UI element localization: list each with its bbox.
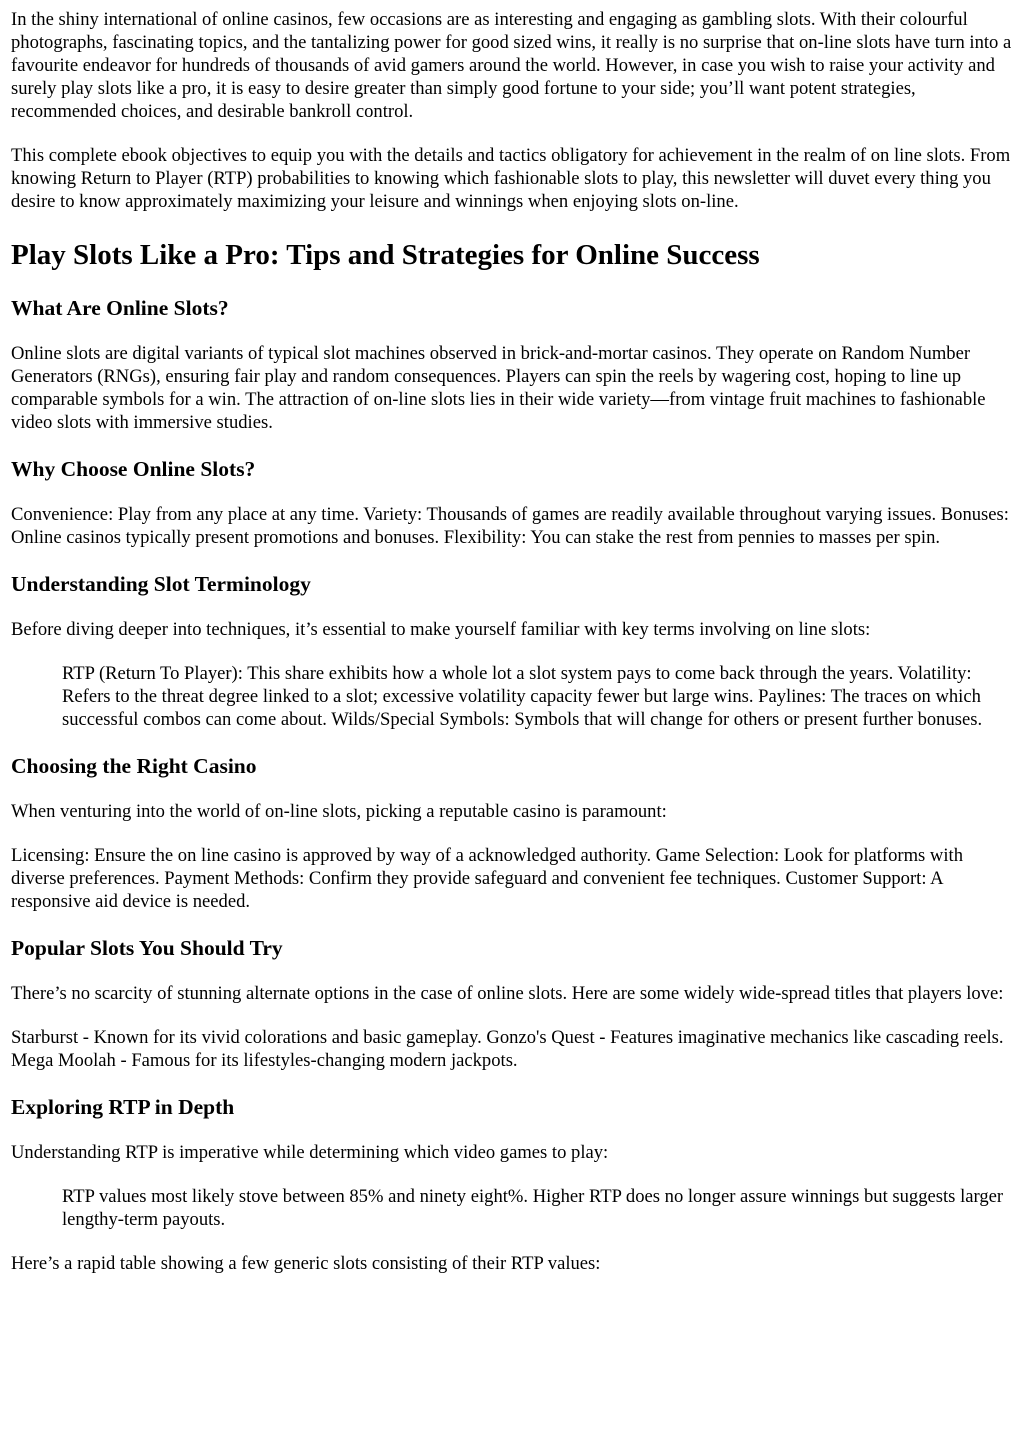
section-heading-why-choose-online-slots: Why Choose Online Slots?	[11, 457, 256, 481]
section-paragraph: Online slots are digital variants of typical slot machines observed in brick-and-mortar casinos. They operate on Random Number Generators (RNGs), ensuring fair play and random consequences. Players can spin the reels by wagering cost, hoping to line up comparable symbols for a win. The attraction of on-line slots lies in their wide variety—from vintage fruit machines to fashionable video slots with immersive studies.	[11, 343, 986, 433]
section-paragraph: Starburst - Known for its vivid colorations and basic gameplay. Gonzo's Quest - Features imaginative mechanics like cascading reels. Mega Moolah - Famous for its lifestyles-changing modern jackpots.	[11, 1027, 1004, 1071]
intro-paragraph: In the shiny international of online casinos, few occasions are as interesting and engaging as gambling slots. With their colourful photographs, fascinating topics, and the tantalizing power for good sized wins, it really is no surprise that on-line slots have turn into a favourite endeavor for hundreds of thousands of avid gamers around the world. However, in case you wish to raise your activity and surely play slots like a pro, it is easy to desire greater than simply good fortune to your side; you’ll want potent strategies, recommended choices, and desirable bankroll control.	[11, 9, 1012, 122]
section-heading-slot-terminology: Understanding Slot Terminology	[11, 572, 311, 596]
section-paragraph: There’s no scarcity of stunning alternate options in the case of online slots. Here are some widely wide-spread titles that players love:	[11, 983, 1004, 1004]
terminology-blockquote: RTP (Return To Player): This share exhibits how a whole lot a slot system pays to come back through the years. Volatility: Refers to the threat degree linked to a slot; excessive volatility capacity fewer but large wins. Paylines: The traces on which successful combos can come about. Wilds/Special Symbols: Symbols that will change for others or present further bonuses.	[62, 663, 983, 730]
section-heading-exploring-rtp: Exploring RTP in Depth	[11, 1095, 235, 1119]
section-paragraph: Licensing: Ensure the on line casino is approved by way of a acknowledged authority. Game Selection: Look for platforms with diverse preferences. Payment Methods: Confirm they provide safeguard and convenient fee techniques. Customer Support: A responsive aid device is needed.	[11, 845, 963, 912]
section-paragraph: Before diving deeper into techniques, it’s essential to make yourself familiar with key terms involving on line slots:	[11, 619, 871, 640]
section-heading-what-are-online-slots: What Are Online Slots?	[11, 296, 229, 320]
section-paragraph: Here’s a rapid table showing a few generic slots consisting of their RTP values:	[11, 1253, 601, 1274]
page-title: Play Slots Like a Pro: Tips and Strategies for Online Success	[11, 239, 760, 271]
section-heading-popular-slots: Popular Slots You Should Try	[11, 936, 283, 960]
section-paragraph: When venturing into the world of on-line slots, picking a reputable casino is paramount:	[11, 801, 667, 822]
rtp-blockquote: RTP values most likely stove between 85% and ninety eight%. Higher RTP does no longer assure winnings but suggests larger lengthy-term payouts.	[62, 1186, 1004, 1230]
intro-paragraph: This complete ebook objectives to equip you with the details and tactics obligatory for achievement in the realm of on line slots. From knowing Return to Player (RTP) probabilities to knowing which fashionable slots to play, this newsletter will duvet every thing you desire to know approximately maximizing your leisure and winnings when enjoying slots on-line.	[11, 145, 1011, 212]
section-paragraph: Understanding RTP is imperative while determining which video games to play:	[11, 1142, 609, 1163]
section-heading-choosing-casino: Choosing the Right Casino	[11, 754, 257, 778]
section-paragraph: Convenience: Play from any place at any time. Variety: Thousands of games are readily available throughout varying issues. Bonuses: Online casinos typically present promotions and bonuses. Flexibility: You can stake the rest from pennies to masses per spin.	[11, 504, 1009, 548]
